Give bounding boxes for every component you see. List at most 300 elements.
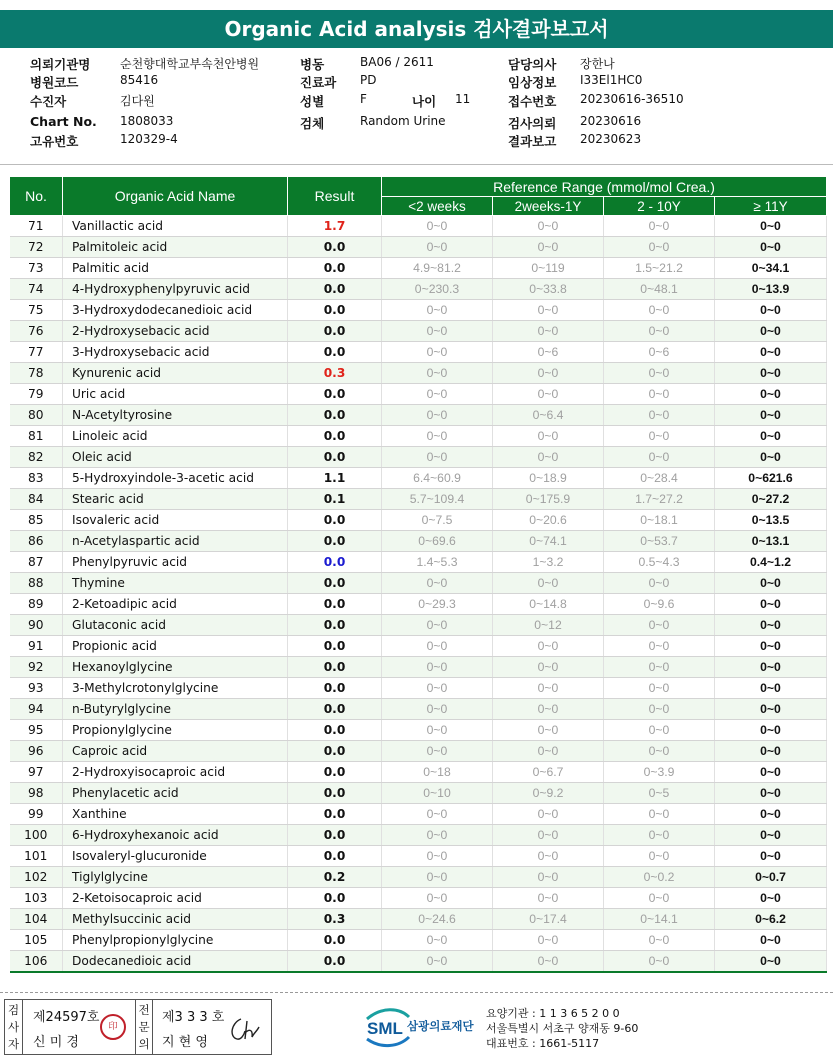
range-2-10y: 0~0 bbox=[604, 888, 715, 909]
header-range-ge11y: ≥ 11Y bbox=[715, 197, 827, 216]
report-title: Organic Acid analysis 검사결과보고서 bbox=[0, 10, 833, 48]
table-row bbox=[10, 762, 827, 783]
header-no: No. bbox=[10, 177, 63, 216]
range-2-10y: 0~0 bbox=[604, 741, 715, 762]
range-lt2w: 0~18 bbox=[382, 762, 493, 783]
range-ge11y: 0~0 bbox=[715, 384, 827, 405]
range-ge11y: 0~0 bbox=[715, 930, 827, 951]
org-code: 요양기관 : 1 1 3 6 5 2 0 0 bbox=[486, 1007, 620, 1020]
acid-name: 3-Hydroxydodecanedioic acid bbox=[63, 300, 288, 321]
range-2-10y: 0~0 bbox=[604, 615, 715, 636]
table-row bbox=[10, 636, 827, 657]
range-2-10y: 0~18.1 bbox=[604, 510, 715, 531]
table-row bbox=[10, 804, 827, 825]
range-ge11y: 0~0 bbox=[715, 783, 827, 804]
row-no: 74 bbox=[10, 279, 63, 300]
range-2w-1y: 0~0 bbox=[493, 636, 604, 657]
row-no: 73 bbox=[10, 258, 63, 279]
row-no: 104 bbox=[10, 909, 63, 930]
range-2-10y: 0~0 bbox=[604, 636, 715, 657]
range-2-10y: 0.5~4.3 bbox=[604, 552, 715, 573]
info-label: 진료과 bbox=[300, 75, 337, 90]
row-no: 91 bbox=[10, 636, 63, 657]
table-row bbox=[10, 426, 827, 447]
info-label: 결과보고 bbox=[508, 134, 557, 149]
row-no: 82 bbox=[10, 447, 63, 468]
row-no: 75 bbox=[10, 300, 63, 321]
table-row bbox=[10, 867, 827, 888]
acid-name: Tiglylglycine bbox=[63, 867, 288, 888]
range-2w-1y: 0~0 bbox=[493, 321, 604, 342]
results-table bbox=[9, 176, 827, 973]
range-lt2w: 0~230.3 bbox=[382, 279, 493, 300]
range-ge11y: 0~13.9 bbox=[715, 279, 827, 300]
acid-name: 2-Ketoadipic acid bbox=[63, 594, 288, 615]
acid-name: N-Acetyltyrosine bbox=[63, 405, 288, 426]
range-lt2w: 0~0 bbox=[382, 216, 493, 237]
tester-name: 신 미 경 bbox=[33, 1035, 79, 1050]
row-no: 72 bbox=[10, 237, 63, 258]
logo-text: 삼광의료재단 bbox=[407, 1019, 474, 1033]
acid-name: 2-Ketoisocaproic acid bbox=[63, 888, 288, 909]
table-row bbox=[10, 384, 827, 405]
table-row bbox=[10, 258, 827, 279]
info-value: 11 bbox=[455, 92, 471, 106]
acid-name: 5-Hydroxyindole-3-acetic acid bbox=[63, 468, 288, 489]
info-value: 20230616 bbox=[580, 114, 642, 128]
range-2w-1y: 0~175.9 bbox=[493, 489, 604, 510]
acid-name: Propionylglycine bbox=[63, 720, 288, 741]
result-value: 0.0 bbox=[288, 930, 382, 951]
range-2w-1y: 0~6.7 bbox=[493, 762, 604, 783]
table-row bbox=[10, 510, 827, 531]
range-ge11y: 0~6.2 bbox=[715, 909, 827, 930]
range-lt2w: 0~0 bbox=[382, 237, 493, 258]
range-2w-1y: 0~9.2 bbox=[493, 783, 604, 804]
info-value: PD bbox=[360, 73, 377, 87]
range-lt2w: 0~29.3 bbox=[382, 594, 493, 615]
row-no: 81 bbox=[10, 426, 63, 447]
range-lt2w: 0~0 bbox=[382, 951, 493, 972]
row-no: 85 bbox=[10, 510, 63, 531]
specialist-label: 전문의 bbox=[135, 1000, 153, 1054]
result-value: 0.0 bbox=[288, 447, 382, 468]
info-label: 나이 bbox=[412, 94, 437, 109]
acid-name: Phenylpyruvic acid bbox=[63, 552, 288, 573]
range-lt2w: 0~0 bbox=[382, 405, 493, 426]
org-info bbox=[486, 1006, 638, 1051]
info-label: 병원코드 bbox=[30, 75, 79, 90]
range-2w-1y: 0~0 bbox=[493, 741, 604, 762]
result-value: 0.0 bbox=[288, 657, 382, 678]
range-2-10y: 0~0.2 bbox=[604, 867, 715, 888]
table-row bbox=[10, 825, 827, 846]
header-range-lt2w: <2 weeks bbox=[382, 197, 493, 216]
range-ge11y: 0~0 bbox=[715, 615, 827, 636]
table-row bbox=[10, 909, 827, 930]
range-ge11y: 0~0 bbox=[715, 594, 827, 615]
result-value: 0.0 bbox=[288, 951, 382, 972]
result-value: 0.2 bbox=[288, 867, 382, 888]
range-ge11y: 0~13.1 bbox=[715, 531, 827, 552]
table-row bbox=[10, 342, 827, 363]
table-row bbox=[10, 405, 827, 426]
table-row bbox=[10, 678, 827, 699]
result-value: 1.1 bbox=[288, 468, 382, 489]
acid-name: Propionic acid bbox=[63, 636, 288, 657]
range-lt2w: 0~0 bbox=[382, 573, 493, 594]
header-range-2-10y: 2 - 10Y bbox=[604, 197, 715, 216]
acid-name: Phenylpropionylglycine bbox=[63, 930, 288, 951]
range-ge11y: 0~0.7 bbox=[715, 867, 827, 888]
result-value: 1.7 bbox=[288, 216, 382, 237]
tester-license: 제24597호 bbox=[33, 1010, 100, 1025]
row-no: 99 bbox=[10, 804, 63, 825]
range-ge11y: 0~0 bbox=[715, 300, 827, 321]
range-2w-1y: 0~0 bbox=[493, 363, 604, 384]
range-2-10y: 0~28.4 bbox=[604, 468, 715, 489]
range-ge11y: 0~0 bbox=[715, 741, 827, 762]
range-lt2w: 0~10 bbox=[382, 783, 493, 804]
range-2w-1y: 0~0 bbox=[493, 699, 604, 720]
range-2w-1y: 0~74.1 bbox=[493, 531, 604, 552]
acid-name: Glutaconic acid bbox=[63, 615, 288, 636]
acid-name: Xanthine bbox=[63, 804, 288, 825]
acid-name: Linoleic acid bbox=[63, 426, 288, 447]
range-lt2w: 0~0 bbox=[382, 363, 493, 384]
table-row bbox=[10, 930, 827, 951]
acid-name: Stearic acid bbox=[63, 489, 288, 510]
acid-name: 2-Hydroxysebacic acid bbox=[63, 321, 288, 342]
row-no: 101 bbox=[10, 846, 63, 867]
range-2-10y: 0~0 bbox=[604, 384, 715, 405]
table-row bbox=[10, 951, 827, 972]
range-ge11y: 0~0 bbox=[715, 846, 827, 867]
result-value: 0.0 bbox=[288, 426, 382, 447]
specialist-name: 지 현 영 bbox=[162, 1035, 208, 1050]
info-value: 김다원 bbox=[120, 94, 155, 108]
info-value: 120329-4 bbox=[120, 132, 178, 146]
range-2w-1y: 0~0 bbox=[493, 384, 604, 405]
table-row bbox=[10, 888, 827, 909]
table-row bbox=[10, 657, 827, 678]
range-2-10y: 0~0 bbox=[604, 720, 715, 741]
info-label: 성별 bbox=[300, 94, 325, 109]
result-value: 0.0 bbox=[288, 531, 382, 552]
acid-name: 2-Hydroxyisocaproic acid bbox=[63, 762, 288, 783]
range-2w-1y: 0~0 bbox=[493, 678, 604, 699]
info-label: 검체 bbox=[300, 116, 325, 131]
row-no: 88 bbox=[10, 573, 63, 594]
range-lt2w: 0~7.5 bbox=[382, 510, 493, 531]
table-row bbox=[10, 279, 827, 300]
header-range-2w-1y: 2weeks-1Y bbox=[493, 197, 604, 216]
acid-name: Thymine bbox=[63, 573, 288, 594]
range-lt2w: 0~0 bbox=[382, 447, 493, 468]
range-lt2w: 0~0 bbox=[382, 384, 493, 405]
range-2-10y: 0~0 bbox=[604, 300, 715, 321]
range-2-10y: 0~3.9 bbox=[604, 762, 715, 783]
acid-name: Dodecanedioic acid bbox=[63, 951, 288, 972]
range-2-10y: 0~0 bbox=[604, 426, 715, 447]
result-value: 0.0 bbox=[288, 510, 382, 531]
row-no: 105 bbox=[10, 930, 63, 951]
acid-name: Oleic acid bbox=[63, 447, 288, 468]
result-value: 0.0 bbox=[288, 594, 382, 615]
range-ge11y: 0~0 bbox=[715, 804, 827, 825]
range-2-10y: 0~0 bbox=[604, 363, 715, 384]
info-value: F bbox=[360, 92, 367, 106]
table-row bbox=[10, 237, 827, 258]
range-ge11y: 0~0 bbox=[715, 636, 827, 657]
range-2w-1y: 0~119 bbox=[493, 258, 604, 279]
row-no: 94 bbox=[10, 699, 63, 720]
table-row bbox=[10, 783, 827, 804]
table-row bbox=[10, 216, 827, 237]
org-phone: 대표번호 : 1661-5117 bbox=[486, 1037, 600, 1050]
result-value: 0.0 bbox=[288, 846, 382, 867]
range-2w-1y: 0~0 bbox=[493, 237, 604, 258]
row-no: 103 bbox=[10, 888, 63, 909]
range-lt2w: 0~0 bbox=[382, 930, 493, 951]
range-2w-1y: 0~6 bbox=[493, 342, 604, 363]
table-row bbox=[10, 531, 827, 552]
row-no: 83 bbox=[10, 468, 63, 489]
range-ge11y: 0~0 bbox=[715, 363, 827, 384]
result-value: 0.0 bbox=[288, 636, 382, 657]
range-2w-1y: 0~18.9 bbox=[493, 468, 604, 489]
row-no: 98 bbox=[10, 783, 63, 804]
result-value: 0.0 bbox=[288, 258, 382, 279]
range-lt2w: 6.4~60.9 bbox=[382, 468, 493, 489]
table-row bbox=[10, 573, 827, 594]
range-lt2w: 5.7~109.4 bbox=[382, 489, 493, 510]
range-ge11y: 0~0 bbox=[715, 216, 827, 237]
row-no: 76 bbox=[10, 321, 63, 342]
table-row bbox=[10, 489, 827, 510]
range-2w-1y: 0~0 bbox=[493, 573, 604, 594]
range-2w-1y: 0~6.4 bbox=[493, 405, 604, 426]
result-value: 0.0 bbox=[288, 237, 382, 258]
range-2-10y: 0~6 bbox=[604, 342, 715, 363]
header-name: Organic Acid Name bbox=[63, 177, 288, 216]
range-ge11y: 0~13.5 bbox=[715, 510, 827, 531]
range-2w-1y: 0~0 bbox=[493, 951, 604, 972]
result-value: 0.0 bbox=[288, 888, 382, 909]
table-row bbox=[10, 552, 827, 573]
range-2-10y: 0~0 bbox=[604, 825, 715, 846]
row-no: 86 bbox=[10, 531, 63, 552]
info-label: 접수번호 bbox=[508, 94, 557, 109]
range-2-10y: 0~53.7 bbox=[604, 531, 715, 552]
range-2w-1y: 0~0 bbox=[493, 426, 604, 447]
range-2-10y: 0~0 bbox=[604, 216, 715, 237]
acid-name: Hexanoylglycine bbox=[63, 657, 288, 678]
range-2-10y: 0~0 bbox=[604, 321, 715, 342]
range-ge11y: 0~0 bbox=[715, 426, 827, 447]
range-2-10y: 0~9.6 bbox=[604, 594, 715, 615]
range-2-10y: 0~0 bbox=[604, 804, 715, 825]
acid-name: Caproic acid bbox=[63, 741, 288, 762]
acid-name: 3-Hydroxysebacic acid bbox=[63, 342, 288, 363]
range-ge11y: 0~0 bbox=[715, 678, 827, 699]
range-ge11y: 0~34.1 bbox=[715, 258, 827, 279]
result-value: 0.0 bbox=[288, 615, 382, 636]
result-value: 0.0 bbox=[288, 405, 382, 426]
result-value: 0.3 bbox=[288, 909, 382, 930]
range-lt2w: 0~69.6 bbox=[382, 531, 493, 552]
range-ge11y: 0~0 bbox=[715, 825, 827, 846]
table-row bbox=[10, 363, 827, 384]
range-ge11y: 0~621.6 bbox=[715, 468, 827, 489]
table-row bbox=[10, 447, 827, 468]
result-value: 0.0 bbox=[288, 741, 382, 762]
acid-name: Palmitic acid bbox=[63, 258, 288, 279]
acid-name: Isovaleryl-glucuronide bbox=[63, 846, 288, 867]
logo-mark: SML bbox=[367, 1019, 403, 1038]
range-2-10y: 0~0 bbox=[604, 405, 715, 426]
range-2w-1y: 1~3.2 bbox=[493, 552, 604, 573]
range-2w-1y: 0~0 bbox=[493, 804, 604, 825]
info-value: 1808033 bbox=[120, 114, 174, 128]
tester-label: 검사자 bbox=[5, 1000, 23, 1054]
range-2-10y: 0~0 bbox=[604, 237, 715, 258]
table-row bbox=[10, 300, 827, 321]
range-lt2w: 0~0 bbox=[382, 804, 493, 825]
result-value: 0.0 bbox=[288, 552, 382, 573]
range-lt2w: 0~0 bbox=[382, 867, 493, 888]
info-value: I33El1HC0 bbox=[580, 73, 643, 87]
result-value: 0.0 bbox=[288, 783, 382, 804]
range-2-10y: 0~0 bbox=[604, 447, 715, 468]
result-value: 0.0 bbox=[288, 342, 382, 363]
range-2w-1y: 0~20.6 bbox=[493, 510, 604, 531]
row-no: 84 bbox=[10, 489, 63, 510]
info-value: 20230623 bbox=[580, 132, 642, 146]
table-row bbox=[10, 846, 827, 867]
result-value: 0.0 bbox=[288, 762, 382, 783]
range-ge11y: 0~0 bbox=[715, 447, 827, 468]
range-lt2w: 0~0 bbox=[382, 678, 493, 699]
result-value: 0.0 bbox=[288, 384, 382, 405]
result-value: 0.0 bbox=[288, 678, 382, 699]
row-no: 100 bbox=[10, 825, 63, 846]
table-row bbox=[10, 720, 827, 741]
header-reference: Reference Range (mmol/mol Crea.) bbox=[382, 177, 827, 197]
range-lt2w: 1.4~5.3 bbox=[382, 552, 493, 573]
range-lt2w: 0~0 bbox=[382, 300, 493, 321]
table-row bbox=[10, 699, 827, 720]
row-no: 92 bbox=[10, 657, 63, 678]
range-ge11y: 0~0 bbox=[715, 699, 827, 720]
row-no: 96 bbox=[10, 741, 63, 762]
result-value: 0.0 bbox=[288, 321, 382, 342]
range-2-10y: 0~0 bbox=[604, 657, 715, 678]
info-label: Chart No. bbox=[30, 114, 97, 129]
result-value: 0.0 bbox=[288, 804, 382, 825]
info-divider bbox=[0, 164, 833, 165]
table-row bbox=[10, 741, 827, 762]
range-lt2w: 0~0 bbox=[382, 888, 493, 909]
range-2-10y: 0~48.1 bbox=[604, 279, 715, 300]
info-label: 검사의뢰 bbox=[508, 116, 557, 131]
range-2w-1y: 0~14.8 bbox=[493, 594, 604, 615]
result-value: 0.0 bbox=[288, 279, 382, 300]
range-2-10y: 0~0 bbox=[604, 951, 715, 972]
range-2-10y: 1.5~21.2 bbox=[604, 258, 715, 279]
range-2-10y: 1.7~27.2 bbox=[604, 489, 715, 510]
acid-name: 6-Hydroxyhexanoic acid bbox=[63, 825, 288, 846]
range-lt2w: 0~0 bbox=[382, 846, 493, 867]
range-ge11y: 0~0 bbox=[715, 573, 827, 594]
row-no: 106 bbox=[10, 951, 63, 972]
info-label: 담당의사 bbox=[508, 57, 557, 72]
range-2-10y: 0~0 bbox=[604, 678, 715, 699]
range-2-10y: 0~0 bbox=[604, 930, 715, 951]
range-ge11y: 0~0 bbox=[715, 237, 827, 258]
acid-name: 4-Hydroxyphenylpyruvic acid bbox=[63, 279, 288, 300]
range-lt2w: 0~0 bbox=[382, 741, 493, 762]
row-no: 87 bbox=[10, 552, 63, 573]
range-ge11y: 0~0 bbox=[715, 762, 827, 783]
range-2w-1y: 0~33.8 bbox=[493, 279, 604, 300]
row-no: 90 bbox=[10, 615, 63, 636]
acid-name: Uric acid bbox=[63, 384, 288, 405]
info-value: 장한나 bbox=[580, 57, 615, 71]
range-2w-1y: 0~17.4 bbox=[493, 909, 604, 930]
range-2w-1y: 0~0 bbox=[493, 447, 604, 468]
range-2w-1y: 0~0 bbox=[493, 300, 604, 321]
info-value: 순천향대학교부속천안병원 bbox=[120, 57, 260, 71]
info-value: 85416 bbox=[120, 73, 159, 87]
range-2w-1y: 0~0 bbox=[493, 657, 604, 678]
range-lt2w: 0~0 bbox=[382, 426, 493, 447]
result-value: 0.0 bbox=[288, 573, 382, 594]
range-ge11y: 0~0 bbox=[715, 720, 827, 741]
header-result: Result bbox=[288, 177, 382, 216]
row-no: 89 bbox=[10, 594, 63, 615]
acid-name: n-Butyrylglycine bbox=[63, 699, 288, 720]
range-2w-1y: 0~0 bbox=[493, 720, 604, 741]
acid-name: 3-Methylcrotonylglycine bbox=[63, 678, 288, 699]
range-2-10y: 0~0 bbox=[604, 846, 715, 867]
seal-stamp: 印 bbox=[100, 1014, 126, 1040]
acid-name: Phenylacetic acid bbox=[63, 783, 288, 804]
signature-image bbox=[227, 1015, 261, 1043]
range-2-10y: 0~0 bbox=[604, 699, 715, 720]
results-body bbox=[10, 216, 827, 972]
range-2w-1y: 0~0 bbox=[493, 216, 604, 237]
range-lt2w: 4.9~81.2 bbox=[382, 258, 493, 279]
patient-info bbox=[0, 55, 833, 161]
range-ge11y: 0~0 bbox=[715, 951, 827, 972]
table-row bbox=[10, 468, 827, 489]
result-value: 0.0 bbox=[288, 720, 382, 741]
row-no: 95 bbox=[10, 720, 63, 741]
range-lt2w: 0~0 bbox=[382, 720, 493, 741]
row-no: 71 bbox=[10, 216, 63, 237]
row-no: 77 bbox=[10, 342, 63, 363]
row-no: 93 bbox=[10, 678, 63, 699]
range-ge11y: 0~27.2 bbox=[715, 489, 827, 510]
specialist-license: 제3 3 3 호 bbox=[162, 1010, 225, 1025]
range-lt2w: 0~0 bbox=[382, 657, 493, 678]
range-lt2w: 0~24.6 bbox=[382, 909, 493, 930]
info-label: 병동 bbox=[300, 57, 325, 72]
range-2-10y: 0~5 bbox=[604, 783, 715, 804]
row-no: 80 bbox=[10, 405, 63, 426]
range-ge11y: 0~0 bbox=[715, 888, 827, 909]
